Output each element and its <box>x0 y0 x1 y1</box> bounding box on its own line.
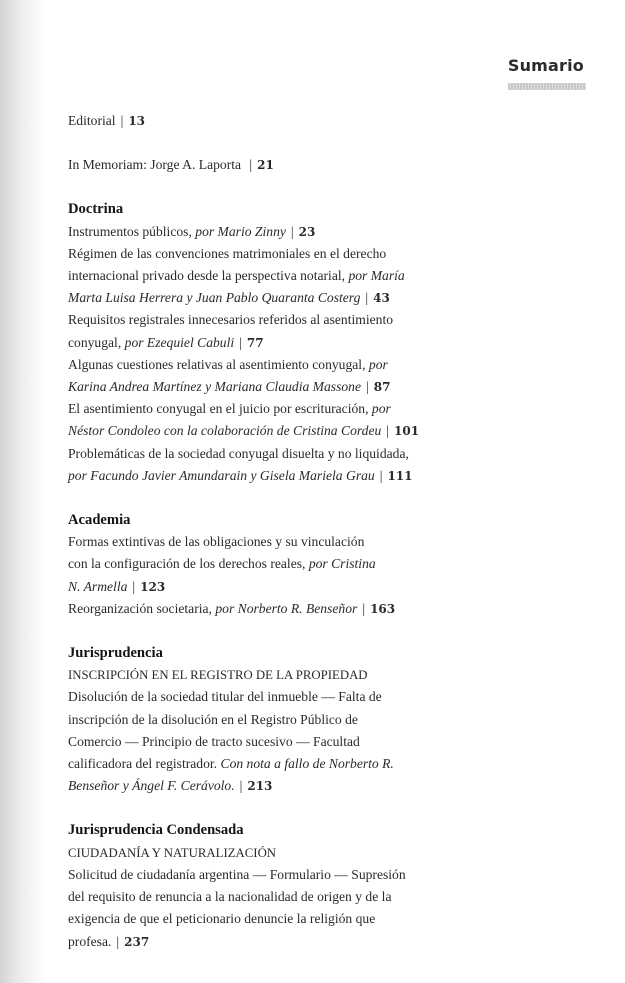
toc-entry[interactable] <box>68 221 453 243</box>
entry-title-line: Disolución de la sociedad titular del inmueble — Falta de <box>68 689 382 705</box>
entry-author: por Facundo Javier Amundarain y Gisela Mariela Grau <box>68 467 375 483</box>
section-heading-jurisprudencia: Jurisprudencia <box>68 645 163 662</box>
entry-title-line <box>68 931 453 953</box>
entry-title-line <box>68 420 453 442</box>
page-number: 23 <box>298 224 316 239</box>
entry-title-line: del requisito de renuncia a la nacionalidad de origen y de la <box>68 889 392 905</box>
entry-title-line: exigencia de que el peticionario denuncie la religión que <box>68 911 376 927</box>
entry-title: Instrumentos públicos, <box>68 223 192 239</box>
page-number: 87 <box>373 380 391 395</box>
entry-category: INSCRIPCIÓN EN EL REGISTRO DE LA PROPIEDAD <box>68 668 368 683</box>
separator: | <box>362 600 366 616</box>
toc-entry[interactable] <box>68 398 453 442</box>
page-number: 111 <box>387 468 413 483</box>
entry-author: N. Armella <box>68 578 128 594</box>
entry-title-line <box>68 753 453 775</box>
entry-author: Karina Andrea Martínez y Mariana Claudia Massone <box>68 379 362 395</box>
entry-category: CIUDADANÍA Y NATURALIZACIÓN <box>68 845 277 860</box>
separator: | <box>239 778 243 794</box>
entry-author: por Ezequiel Cabuli <box>124 334 235 350</box>
entry-title-line <box>68 265 453 287</box>
entry-title-line: Solicitud de ciudadanía argentina — Formulario — Supresión <box>68 866 406 882</box>
separator: | <box>246 157 253 173</box>
separator: | <box>290 223 294 239</box>
entry-title-line: Régimen de las convenciones matrimoniales en el derecho <box>68 245 387 261</box>
entry-title-part: profesa. <box>68 933 112 949</box>
entry-author: Con nota a fallo de Norberto R. <box>220 756 394 772</box>
entry-title-line: inscripción de la disolución en el Registro Público de <box>68 711 358 727</box>
entry-title-line <box>68 376 453 398</box>
page-number: 43 <box>373 291 390 306</box>
toc-entry[interactable] <box>68 243 453 310</box>
toc-entry[interactable] <box>68 598 453 620</box>
toc-entry[interactable] <box>68 309 453 353</box>
page-number: 77 <box>246 335 264 350</box>
entry-author: por María <box>348 268 405 284</box>
section-heading-academia: Academia <box>68 512 131 529</box>
page-number: 237 <box>124 934 150 949</box>
entry-author: por Norberto R. Benseñor <box>215 600 358 616</box>
section-heading-jurisprudencia-condensada: Jurisprudencia Condensada <box>68 822 244 839</box>
table-of-contents <box>68 110 453 953</box>
entry-author: por Cristina <box>308 556 376 572</box>
entry-title: Reorganización societaria, <box>68 600 212 616</box>
entry-title-line: Problemáticas de la sociedad conyugal disuelta y no liquidada, <box>68 445 409 461</box>
entry-title-part: El asentimiento conyugal en el juicio por escrituración, <box>68 401 369 417</box>
toc-entry[interactable] <box>68 443 453 487</box>
entry-title-part: Algunas cuestiones relativas al asentimiento conyugal, <box>68 356 366 372</box>
separator: | <box>386 423 390 439</box>
section-heading-doctrina: Doctrina <box>68 201 124 218</box>
entry-author: Néstor Condoleo con la colaboración de Cristina Cordeu <box>68 423 382 439</box>
toc-entry[interactable] <box>68 842 453 953</box>
separator: | <box>365 290 369 306</box>
page-number: 163 <box>370 601 396 616</box>
entry-title-line <box>68 553 453 575</box>
entry-title: In Memoriam: Jorge A. Laporta <box>68 157 242 173</box>
toc-entry-in-memoriam[interactable] <box>68 154 453 176</box>
entry-author: por <box>368 356 388 372</box>
toc-entry[interactable] <box>68 354 453 398</box>
toc-entry[interactable] <box>68 664 453 797</box>
title-underline <box>508 83 586 90</box>
entry-title-line: Formas extintivas de las obligaciones y su vinculación <box>68 534 365 550</box>
page-number: 123 <box>140 579 166 594</box>
entry-title-line <box>68 576 453 598</box>
separator: | <box>132 578 136 594</box>
page-title: Sumario <box>507 56 584 75</box>
separator: | <box>120 113 124 128</box>
entry-title-line <box>68 398 453 420</box>
separator: | <box>116 933 120 949</box>
entry-title-line: Comercio — Principio de tracto sucesivo — Facultad <box>68 733 360 749</box>
page-number: 101 <box>394 424 420 439</box>
entry-title-line <box>68 775 453 797</box>
page-number: 21 <box>257 158 274 173</box>
entry-title: Editorial <box>68 113 116 128</box>
entry-title-part: conyugal, <box>68 334 122 350</box>
entry-title-part: calificadora del registrador. <box>68 756 218 772</box>
entry-title-line <box>68 354 453 376</box>
entry-title-part: internacional privado desde la perspectiva notarial, <box>68 268 346 284</box>
entry-author: por Mario Zinny <box>195 223 286 239</box>
toc-entry-editorial[interactable] <box>68 110 453 132</box>
entry-title-line <box>68 465 453 487</box>
entry-title-line <box>68 287 453 309</box>
entry-title-line <box>68 332 453 354</box>
separator: | <box>366 379 369 395</box>
page-gutter-shadow <box>0 0 46 983</box>
toc-entry[interactable] <box>68 531 453 598</box>
page-number: 213 <box>247 779 273 794</box>
entry-author: Marta Luisa Herrera y Juan Pablo Quaranta Costerg <box>68 290 361 306</box>
entry-author: Benseñor y Ángel F. Cerávolo. <box>68 778 235 794</box>
page-number: 13 <box>128 114 146 128</box>
separator: | <box>239 334 242 350</box>
entry-title-part: con la configuración de los derechos reales, <box>68 556 306 572</box>
entry-author: por <box>371 401 391 417</box>
entry-title-line: Requisitos registrales innecesarios referidos al asentimiento <box>68 312 394 328</box>
separator: | <box>379 467 383 483</box>
